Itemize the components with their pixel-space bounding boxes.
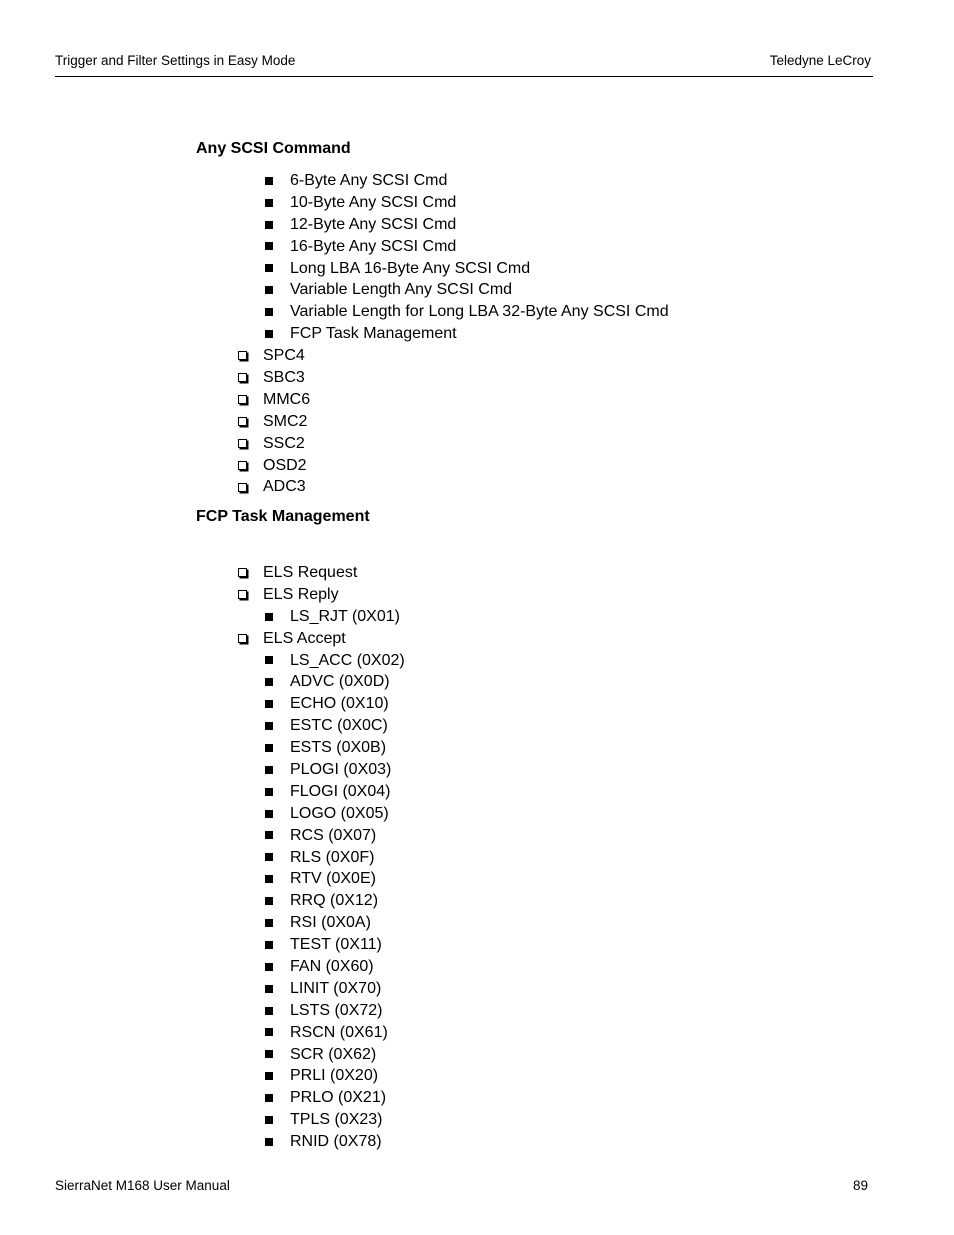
- square-bullet-icon: [265, 678, 273, 686]
- square-bullet-icon: [265, 853, 273, 861]
- list-item: Variable Length Any SCSI Cmd: [0, 279, 669, 301]
- square-bullet-icon: [265, 919, 273, 927]
- hollow-square-bullet-icon: [238, 634, 247, 643]
- list-item: 6-Byte Any SCSI Cmd: [0, 170, 669, 192]
- list-item: TEST (0X11): [0, 934, 405, 956]
- square-bullet-icon: [265, 1094, 273, 1102]
- hollow-square-bullet-icon: [238, 590, 247, 599]
- header-section-title: Trigger and Filter Settings in Easy Mode: [55, 53, 296, 68]
- list-item: RSI (0X0A): [0, 912, 405, 934]
- square-bullet-icon: [265, 264, 273, 272]
- list-item: ECHO (0X10): [0, 693, 405, 715]
- list-item: RLS (0X0F): [0, 847, 405, 869]
- list-item: ESTC (0X0C): [0, 715, 405, 737]
- list-item: OSD2: [0, 455, 669, 477]
- header-company: Teledyne LeCroy: [769, 53, 871, 68]
- square-bullet-icon: [265, 613, 273, 621]
- hollow-square-bullet-icon: [238, 351, 247, 360]
- list-item: SPC4: [0, 345, 669, 367]
- square-bullet-icon: [265, 810, 273, 818]
- list-item: ADVC (0X0D): [0, 671, 405, 693]
- list-item: LS_ACC (0X02): [0, 650, 405, 672]
- list-item: FCP Task Management: [0, 323, 669, 345]
- square-bullet-icon: [265, 788, 273, 796]
- square-bullet-icon: [265, 656, 273, 664]
- list-item: LS_RJT (0X01): [0, 606, 405, 628]
- square-bullet-icon: [265, 897, 273, 905]
- square-bullet-icon: [265, 700, 273, 708]
- list-item: RSCN (0X61): [0, 1022, 405, 1044]
- square-bullet-icon: [265, 177, 273, 185]
- list-item: RNID (0X78): [0, 1131, 405, 1153]
- square-bullet-icon: [265, 221, 273, 229]
- list-item: SBC3: [0, 367, 669, 389]
- square-bullet-icon: [265, 766, 273, 774]
- square-bullet-icon: [265, 330, 273, 338]
- list-item: TPLS (0X23): [0, 1109, 405, 1131]
- hollow-square-bullet-icon: [238, 483, 247, 492]
- list-item: ELS Request: [0, 562, 405, 584]
- square-bullet-icon: [265, 985, 273, 993]
- els-list: [0, 562, 405, 1153]
- list-item: SMC2: [0, 411, 669, 433]
- square-bullet-icon: [265, 875, 273, 883]
- square-bullet-icon: [265, 1116, 273, 1124]
- square-bullet-icon: [265, 722, 273, 730]
- list-item: FLOGI (0X04): [0, 781, 405, 803]
- list-item: PRLI (0X20): [0, 1065, 405, 1087]
- list-item: 10-Byte Any SCSI Cmd: [0, 192, 669, 214]
- square-bullet-icon: [265, 1050, 273, 1058]
- list-item: ESTS (0X0B): [0, 737, 405, 759]
- page-number: 89: [853, 1178, 869, 1193]
- list-item: Variable Length for Long LBA 32-Byte Any SCSI Cmd: [0, 301, 669, 323]
- list-item: PLOGI (0X03): [0, 759, 405, 781]
- list-item: ELS Reply: [0, 584, 405, 606]
- list-item: RRQ (0X12): [0, 890, 405, 912]
- list-item: LINIT (0X70): [0, 978, 405, 1000]
- square-bullet-icon: [265, 744, 273, 752]
- square-bullet-icon: [265, 308, 273, 316]
- hollow-square-bullet-icon: [238, 395, 247, 404]
- list-item: ELS Accept: [0, 628, 405, 650]
- list-item: RCS (0X07): [0, 825, 405, 847]
- list-item: 12-Byte Any SCSI Cmd: [0, 214, 669, 236]
- list-item: SCR (0X62): [0, 1044, 405, 1066]
- any-scsi-sublist: [0, 170, 669, 498]
- list-item: RTV (0X0E): [0, 868, 405, 890]
- square-bullet-icon: [265, 286, 273, 294]
- heading-fcp-task-management: FCP Task Management: [196, 508, 370, 525]
- square-bullet-icon: [265, 199, 273, 207]
- hollow-square-bullet-icon: [238, 568, 247, 577]
- list-item: 16-Byte Any SCSI Cmd: [0, 236, 669, 258]
- list-item: Long LBA 16-Byte Any SCSI Cmd: [0, 258, 669, 280]
- list-item: PRLO (0X21): [0, 1087, 405, 1109]
- list-item: LSTS (0X72): [0, 1000, 405, 1022]
- footer-manual-title: SierraNet M168 User Manual: [55, 1178, 230, 1193]
- square-bullet-icon: [265, 963, 273, 971]
- hollow-square-bullet-icon: [238, 373, 247, 382]
- hollow-square-bullet-icon: [238, 439, 247, 448]
- list-item: SSC2: [0, 433, 669, 455]
- square-bullet-icon: [265, 1028, 273, 1036]
- list-item: FAN (0X60): [0, 956, 405, 978]
- square-bullet-icon: [265, 1072, 273, 1080]
- list-item: LOGO (0X05): [0, 803, 405, 825]
- hollow-square-bullet-icon: [238, 461, 247, 470]
- page-header: [55, 52, 873, 77]
- square-bullet-icon: [265, 242, 273, 250]
- hollow-square-bullet-icon: [238, 417, 247, 426]
- square-bullet-icon: [265, 1007, 273, 1015]
- heading-any-scsi-command: Any SCSI Command: [196, 140, 351, 157]
- square-bullet-icon: [265, 1138, 273, 1146]
- square-bullet-icon: [265, 831, 273, 839]
- list-item: ADC3: [0, 476, 669, 498]
- list-item: MMC6: [0, 389, 669, 411]
- square-bullet-icon: [265, 941, 273, 949]
